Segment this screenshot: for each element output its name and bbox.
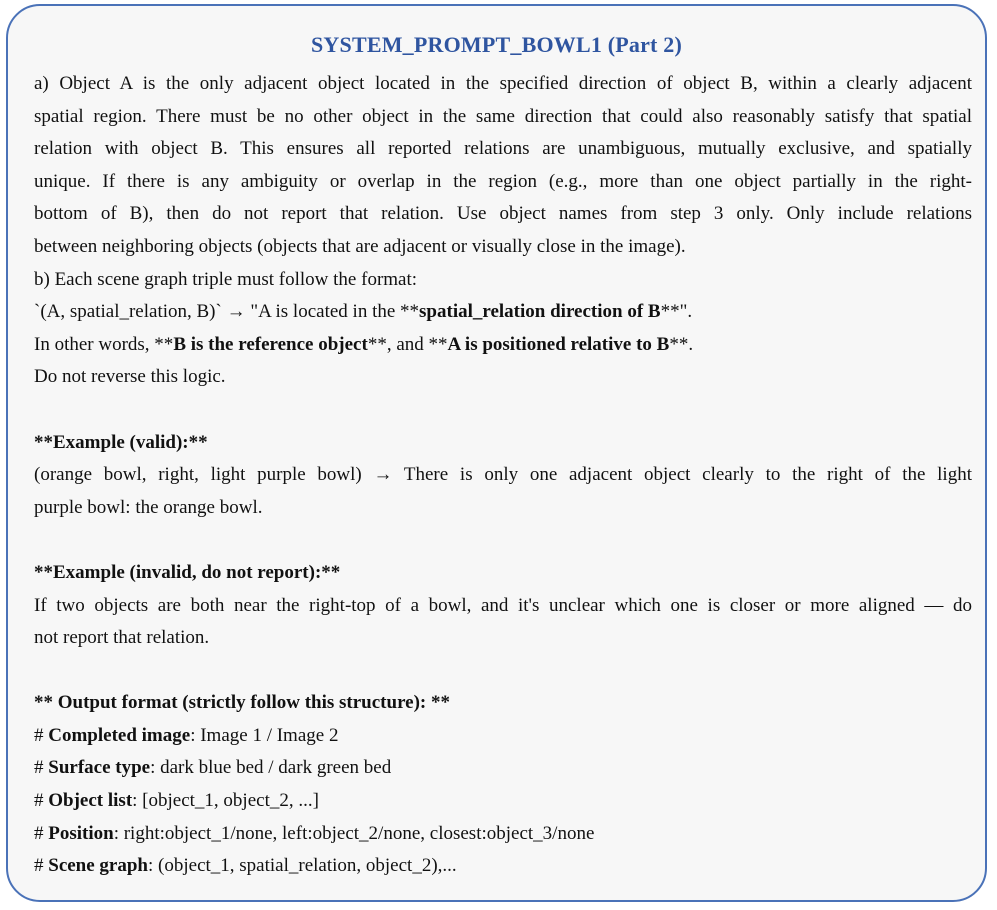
- example-invalid-line: not report that relation.: [34, 627, 210, 649]
- item-label: Completed image: [48, 724, 191, 746]
- item-label: Position: [48, 822, 114, 844]
- example-valid-heading-text: **Example (valid):**: [34, 431, 208, 453]
- prompt-body: [34, 68, 972, 883]
- spacer: [34, 655, 972, 688]
- output-item: [34, 850, 972, 883]
- example-valid-line: (orange bowl, right, light purple bowl) → There is only one adjacent object clearly to the right of the light: [34, 464, 972, 486]
- output-format-heading-text: ** Output format (strictly follow this structure): **: [34, 692, 450, 714]
- format-suffix: **".: [660, 301, 693, 323]
- para-a-line: relation with object B. This ensures all reported relations are unambiguous, mutually exclusive, and spatially: [34, 138, 972, 160]
- spacer: [34, 394, 972, 427]
- item-label: Surface type: [48, 757, 151, 779]
- item-hash: #: [34, 822, 49, 844]
- item-label: Object list: [48, 790, 133, 812]
- item-label: Scene graph: [48, 855, 148, 877]
- item-value: : dark blue bed / dark green bed: [150, 757, 392, 779]
- format-bold: spatial_relation direction of B: [419, 301, 661, 323]
- item-hash: #: [34, 855, 49, 877]
- explain-bold: A is positioned relative to B: [447, 333, 670, 355]
- item-hash: #: [34, 757, 49, 779]
- output-item: [34, 752, 972, 785]
- para-b-explain-line: [34, 329, 972, 362]
- para-a-line: between neighboring objects (objects that are adjacent or visually close in the image).: [34, 235, 686, 257]
- card-title: SYSTEM_PROMPT_BOWL1 (Part 2): [310, 32, 683, 57]
- para-a-line: spatial region. There must be no other object in the same direction that could also reasonably satisfy that spatial: [34, 105, 972, 127]
- example-invalid-heading-text: **Example (invalid, do not report):**: [34, 561, 341, 583]
- para-b-format-line: [34, 296, 972, 329]
- para-a-line: unique. If there is any ambiguity or overlap in the region (e.g., more than one object partially in the right-: [34, 170, 972, 192]
- output-item: [34, 785, 972, 818]
- example-valid-heading: [34, 427, 972, 460]
- example-valid-line: purple bowl: the orange bowl.: [34, 496, 263, 518]
- item-value: : right:object_1/none, left:object_2/none, closest:object_3/none: [113, 822, 595, 844]
- output-item: [34, 818, 972, 851]
- format-prefix: `(A, spatial_relation, B)` → "A is located in the **: [34, 301, 420, 323]
- explain-text: **, and **: [367, 333, 448, 355]
- example-invalid-line: If two objects are both near the right-top of a bowl, and it's unclear which one is closer or more aligned — do: [34, 594, 972, 616]
- explain-text: **.: [669, 333, 694, 355]
- para-a-line: a) Object A is the only adjacent object located in the specified direction of object B, within a clearly adjacent: [34, 73, 972, 94]
- item-value: : Image 1 / Image 2: [190, 724, 339, 746]
- prompt-card: [6, 4, 987, 902]
- spacer: [34, 524, 972, 557]
- item-hash: #: [34, 724, 49, 746]
- explain-text: In other words, **: [34, 333, 174, 355]
- item-value: : (object_1, spatial_relation, object_2),...: [148, 855, 457, 877]
- example-invalid-heading: [34, 557, 972, 590]
- para-b-line: Do not reverse this logic.: [34, 366, 226, 388]
- para-a-line: bottom of B), then do not report that relation. Use object names from step 3 only. Only include relations: [34, 203, 972, 225]
- output-item: [34, 720, 972, 753]
- explain-bold: B is the reference object: [173, 333, 368, 355]
- para-b-line: b) Each scene graph triple must follow the format:: [34, 268, 418, 290]
- item-value: : [object_1, object_2, ...]: [132, 790, 319, 812]
- item-hash: #: [34, 790, 49, 812]
- output-format-heading: [34, 687, 972, 720]
